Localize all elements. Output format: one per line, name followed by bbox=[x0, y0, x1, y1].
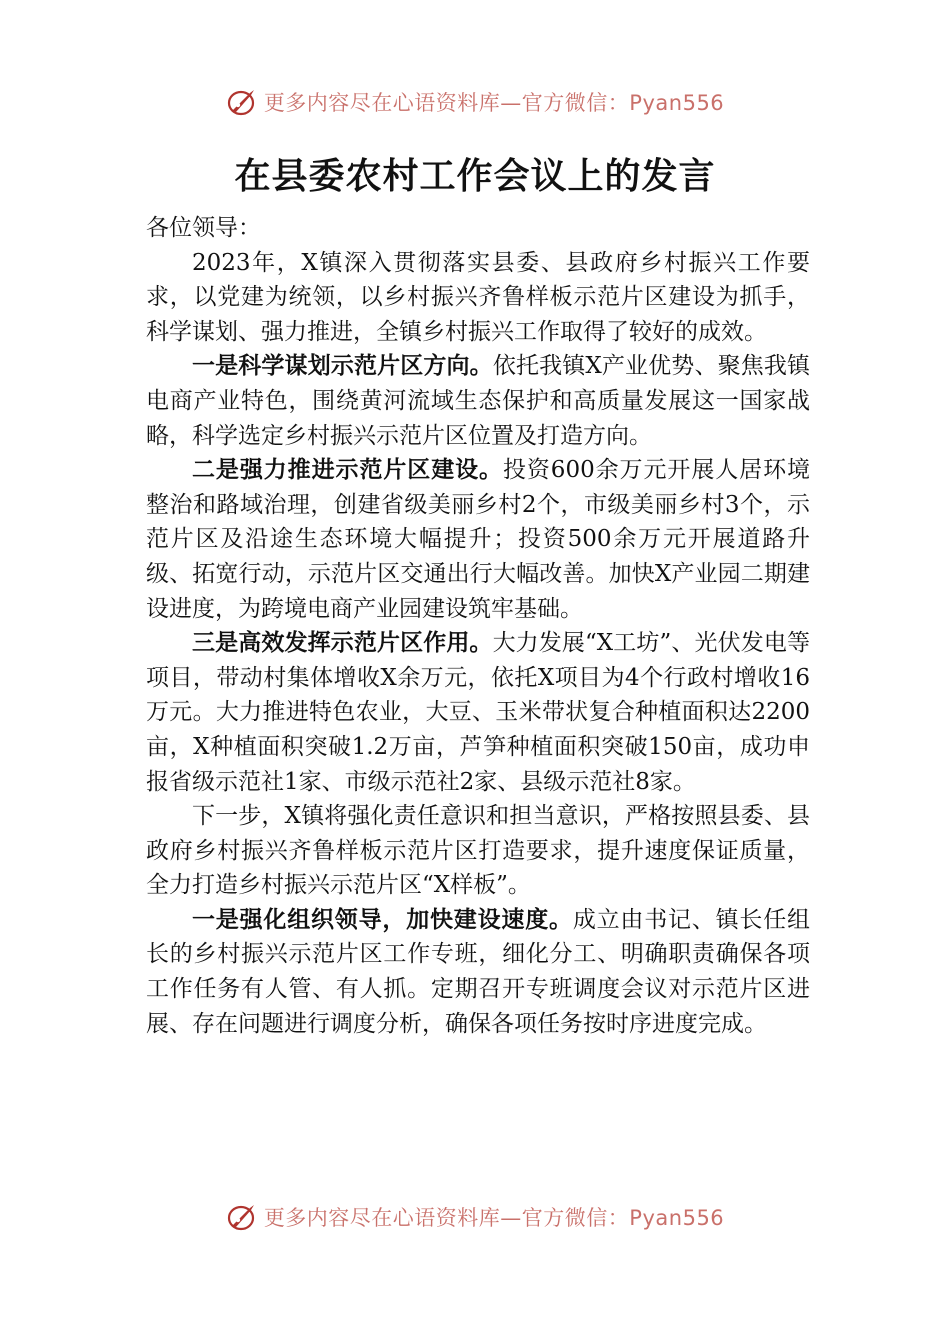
paragraph-text: 成立由书记、镇长任组长的乡村振兴示范片区工作专班，细化分工、明确职责确保各项工作任务有人管、有人抓。定期召开专班调度会议对示范片区进展、存在问题进行调度分析，确保各项任务按时序进度完成。 bbox=[146, 906, 811, 1037]
document-body bbox=[146, 211, 810, 1041]
paragraph-text: 下一步，X镇将强化责任意识和担当意识，严格按照县委、县政府乡村振兴齐鲁样板示范片区打造要求，提升速度保证质量，全力打造乡村振兴示范片区“X样板”。 bbox=[146, 803, 810, 899]
paragraph-point-1 bbox=[146, 349, 810, 453]
paragraph-next-step bbox=[146, 799, 810, 903]
paragraph-heading: 三是高效发挥示范片区作用。 bbox=[192, 629, 493, 657]
paragraph-text: 依托我镇X产业优势、聚焦我镇电商产业特色，围绕黄河流域生态保护和高质量发展这一国家战略，科学选定乡村振兴示范片区位置及打造方向。 bbox=[146, 353, 810, 449]
footer-watermark-banner bbox=[0, 1203, 950, 1233]
paragraph-text: 投资600余万元开展人居环境整治和路域治理，创建省级美丽乡村2个，市级美丽乡村3个，示范片区及沿途生态环境大幅提升；投资500余万元开展道路升级、拓宽行动，示范片区交通出行大幅改善。加快X产业园二期建设进度，为跨境电商产业园建设筑牢基础。 bbox=[146, 457, 810, 622]
paragraph-point-3 bbox=[146, 626, 810, 799]
header-watermark-banner bbox=[0, 84, 950, 120]
paragraph-measure-1 bbox=[146, 903, 810, 1041]
paragraph-point-2 bbox=[146, 453, 810, 626]
banner-text: 更多内容尽在心语资料库—官方微信：Pyan556 bbox=[263, 1206, 725, 1230]
paragraph-heading: 一是科学谋划示范片区方向。 bbox=[192, 352, 493, 380]
paragraph-text: 大力发展“X工坊”、光伏发电等项目，带动村集体增收X余万元，依托X项目为4个行政村增收16万元。大力推进特色农业，大豆、玉米带状复合种植面积达2200亩，X种植面积突破1.2万亩，芦笋种植面积突破150亩，成功申报省级示范社1家、市级示范社2家、县级示范社8家。 bbox=[146, 630, 811, 795]
paragraph-text: 2023年，X镇深入贯彻落实县委、县政府乡村振兴工作要求，以党建为统领，以乡村振兴齐鲁样板示范片区建设为抓手，科学谋划、强力推进，全镇乡村振兴工作取得了较好的成效。 bbox=[146, 249, 810, 345]
banner-text: 更多内容尽在心语资料库—官方微信：Pyan556 bbox=[263, 91, 725, 115]
paragraph-heading: 二是强力推进示范片区建设。 bbox=[192, 456, 503, 484]
salutation: 各位领导： bbox=[146, 215, 261, 241]
document-title: 在县委农村工作会议上的发言 bbox=[234, 155, 716, 197]
paragraph-intro bbox=[146, 246, 810, 350]
pen-logo-icon bbox=[226, 1203, 260, 1233]
paragraph-heading: 一是强化组织领导，加快建设速度。 bbox=[192, 905, 573, 933]
pen-logo-icon bbox=[226, 85, 260, 119]
